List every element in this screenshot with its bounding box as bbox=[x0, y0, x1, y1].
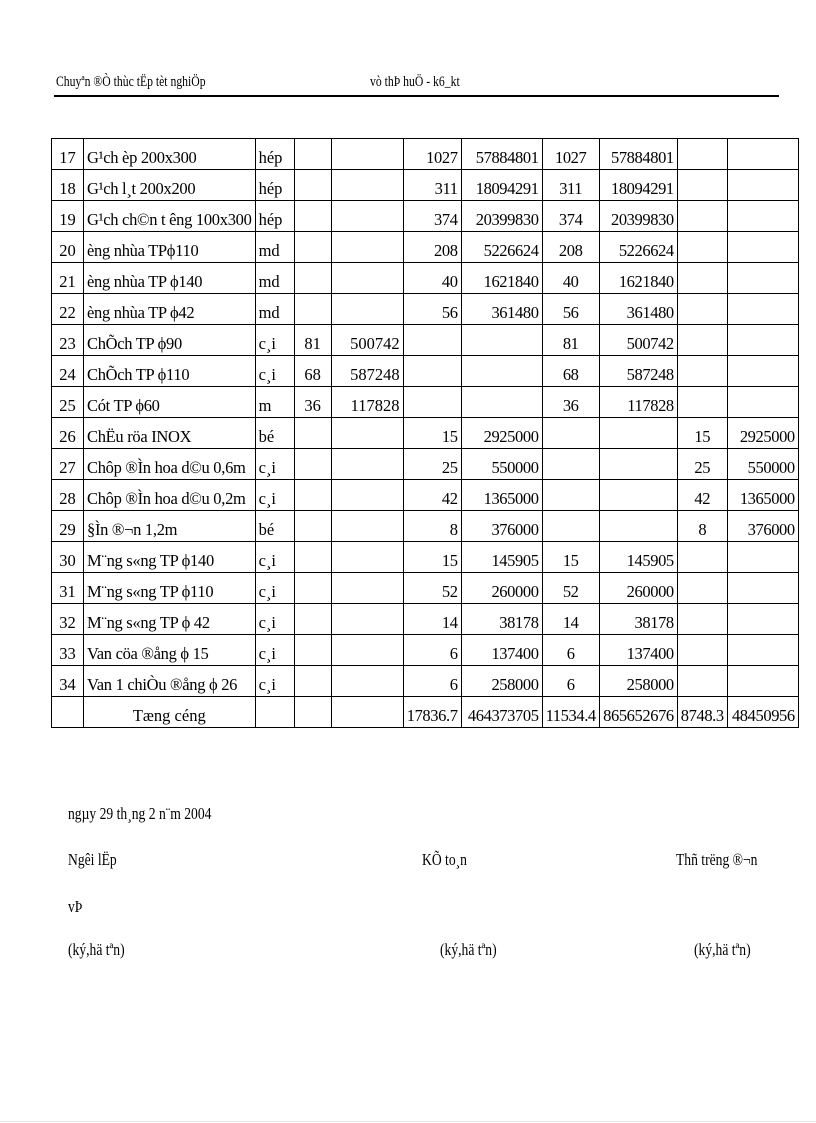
cell-amount-2: 376000 bbox=[461, 511, 542, 542]
cell-qty-2: 52 bbox=[403, 573, 461, 604]
cell-item-name: èng nhùa TPϕ110 bbox=[84, 232, 256, 263]
cell-amount-4 bbox=[727, 542, 798, 573]
cell-amount-4 bbox=[727, 604, 798, 635]
cell-amount-2 bbox=[461, 387, 542, 418]
signature-note-1: (ký,hä tªn) bbox=[68, 940, 125, 959]
cell-qty-4 bbox=[677, 201, 727, 232]
cell-qty-2: 42 bbox=[403, 480, 461, 511]
cell-qty-1 bbox=[294, 573, 331, 604]
cell-qty-3 bbox=[542, 511, 599, 542]
cell-stt: 20 bbox=[52, 232, 84, 263]
cell-amount-2 bbox=[461, 325, 542, 356]
cell-qty-4 bbox=[677, 573, 727, 604]
cell-amount-2 bbox=[461, 356, 542, 387]
cell-item-name: §Ìn ®¬n 1,2m bbox=[84, 511, 256, 542]
cell-qty-2 bbox=[403, 356, 461, 387]
cell-unit: hép bbox=[255, 201, 294, 232]
cell-amount-4: 48450956 bbox=[727, 697, 798, 728]
cell-item-name: ChËu röa INOX bbox=[84, 418, 256, 449]
cell-qty-2: 15 bbox=[403, 542, 461, 573]
cell-qty-4 bbox=[677, 635, 727, 666]
cell-unit: c¸i bbox=[255, 449, 294, 480]
cell-qty-3: 11534.4 bbox=[542, 697, 599, 728]
cell-stt: 26 bbox=[52, 418, 84, 449]
table-row bbox=[52, 635, 799, 666]
table-row bbox=[52, 511, 799, 542]
cell-qty-2: 1027 bbox=[403, 139, 461, 170]
cell-qty-4 bbox=[677, 666, 727, 697]
cell-amount-4 bbox=[727, 387, 798, 418]
cell-amount-3: 117828 bbox=[599, 387, 677, 418]
cell-qty-4: 42 bbox=[677, 480, 727, 511]
cell-unit: c¸i bbox=[255, 573, 294, 604]
cell-qty-3: 15 bbox=[542, 542, 599, 573]
cell-qty-4 bbox=[677, 604, 727, 635]
cell-amount-2: 1365000 bbox=[461, 480, 542, 511]
cell-unit: bé bbox=[255, 511, 294, 542]
cell-qty-1: 36 bbox=[294, 387, 331, 418]
cell-amount-2: 260000 bbox=[461, 573, 542, 604]
cell-amount-1 bbox=[331, 418, 403, 449]
cell-qty-1 bbox=[294, 201, 331, 232]
cell-qty-4: 15 bbox=[677, 418, 727, 449]
cell-qty-3: 52 bbox=[542, 573, 599, 604]
cell-amount-1 bbox=[331, 263, 403, 294]
cell-qty-3 bbox=[542, 418, 599, 449]
date-line: ngµy 29 th¸ng 2 n¨m 2004 bbox=[68, 804, 212, 823]
cell-stt: 17 bbox=[52, 139, 84, 170]
cell-amount-3: 500742 bbox=[599, 325, 677, 356]
cell-qty-1 bbox=[294, 294, 331, 325]
cell-qty-3: 1027 bbox=[542, 139, 599, 170]
table-row bbox=[52, 263, 799, 294]
cell-amount-1 bbox=[331, 294, 403, 325]
cell-qty-4 bbox=[677, 325, 727, 356]
cell-amount-2: 38178 bbox=[461, 604, 542, 635]
signature-note-2: (ký,hä tªn) bbox=[440, 940, 497, 959]
cell-qty-2: 14 bbox=[403, 604, 461, 635]
cell-amount-3: 260000 bbox=[599, 573, 677, 604]
cell-unit: hép bbox=[255, 170, 294, 201]
table-row bbox=[52, 325, 799, 356]
cell-qty-1 bbox=[294, 418, 331, 449]
cell-unit: c¸i bbox=[255, 666, 294, 697]
cell-qty-2 bbox=[403, 387, 461, 418]
cell-amount-1 bbox=[331, 697, 403, 728]
cell-qty-3: 56 bbox=[542, 294, 599, 325]
cell-amount-1 bbox=[331, 511, 403, 542]
cell-item-name: M¨ng s«ng TP ϕ 42 bbox=[84, 604, 256, 635]
cell-amount-2: 550000 bbox=[461, 449, 542, 480]
cell-qty-2: 374 bbox=[403, 201, 461, 232]
cell-amount-3: 20399830 bbox=[599, 201, 677, 232]
cell-amount-3 bbox=[599, 480, 677, 511]
cell-amount-4 bbox=[727, 666, 798, 697]
cell-qty-1 bbox=[294, 604, 331, 635]
cell-item-name: ChÕch TP ϕ90 bbox=[84, 325, 256, 356]
cell-amount-4: 376000 bbox=[727, 511, 798, 542]
cell-stt: 34 bbox=[52, 666, 84, 697]
cell-qty-1 bbox=[294, 139, 331, 170]
cell-item-name: èng nhùa TP ϕ140 bbox=[84, 263, 256, 294]
cell-qty-1 bbox=[294, 511, 331, 542]
cell-amount-3: 865652676 bbox=[599, 697, 677, 728]
table-row bbox=[52, 356, 799, 387]
cell-item-name: G¹ch èp 200x300 bbox=[84, 139, 256, 170]
signature-note-3: (ký,hä tªn) bbox=[694, 940, 751, 959]
cell-qty-1 bbox=[294, 666, 331, 697]
table-row bbox=[52, 573, 799, 604]
cell-stt: 31 bbox=[52, 573, 84, 604]
cell-unit: c¸i bbox=[255, 325, 294, 356]
cell-amount-1 bbox=[331, 480, 403, 511]
cell-amount-4: 2925000 bbox=[727, 418, 798, 449]
cell-qty-4 bbox=[677, 356, 727, 387]
table-row bbox=[52, 201, 799, 232]
cell-amount-4 bbox=[727, 573, 798, 604]
cell-stt: 22 bbox=[52, 294, 84, 325]
table-row bbox=[52, 387, 799, 418]
header-rule bbox=[54, 95, 779, 97]
cell-stt: 21 bbox=[52, 263, 84, 294]
cell-amount-2: 137400 bbox=[461, 635, 542, 666]
cell-qty-1 bbox=[294, 232, 331, 263]
table-row bbox=[52, 418, 799, 449]
cell-amount-1 bbox=[331, 201, 403, 232]
table-row bbox=[52, 294, 799, 325]
table-row bbox=[52, 480, 799, 511]
table-row bbox=[52, 666, 799, 697]
cell-qty-4 bbox=[677, 170, 727, 201]
cell-qty-2: 15 bbox=[403, 418, 461, 449]
cell-amount-3: 5226624 bbox=[599, 232, 677, 263]
cell-amount-3: 1621840 bbox=[599, 263, 677, 294]
cell-qty-3: 6 bbox=[542, 635, 599, 666]
cell-stt: 23 bbox=[52, 325, 84, 356]
cell-stt: 29 bbox=[52, 511, 84, 542]
cell-qty-2: 6 bbox=[403, 666, 461, 697]
cell-unit: m bbox=[255, 387, 294, 418]
cell-stt bbox=[52, 697, 84, 728]
cell-qty-2: 208 bbox=[403, 232, 461, 263]
cell-amount-2: 1621840 bbox=[461, 263, 542, 294]
cell-qty-1: 81 bbox=[294, 325, 331, 356]
cell-qty-3: 14 bbox=[542, 604, 599, 635]
cell-amount-2: 145905 bbox=[461, 542, 542, 573]
cell-unit: c¸i bbox=[255, 480, 294, 511]
cell-item-name: èng nhùa TP ϕ42 bbox=[84, 294, 256, 325]
cell-amount-4 bbox=[727, 201, 798, 232]
cell-qty-2 bbox=[403, 325, 461, 356]
cell-amount-2: 2925000 bbox=[461, 418, 542, 449]
cell-qty-3: 6 bbox=[542, 666, 599, 697]
cell-item-name: Chôp ®Ìn hoa d©u 0,2m bbox=[84, 480, 256, 511]
table-row bbox=[52, 170, 799, 201]
cell-item-name: Van 1 chiÒu ®ång ϕ 26 bbox=[84, 666, 256, 697]
cell-amount-3 bbox=[599, 449, 677, 480]
cell-amount-4 bbox=[727, 139, 798, 170]
cell-qty-2: 8 bbox=[403, 511, 461, 542]
cell-unit: c¸i bbox=[255, 635, 294, 666]
cell-amount-1 bbox=[331, 170, 403, 201]
cell-amount-4 bbox=[727, 635, 798, 666]
cell-unit: bé bbox=[255, 418, 294, 449]
table-row bbox=[52, 232, 799, 263]
cell-stt: 25 bbox=[52, 387, 84, 418]
cell-qty-1 bbox=[294, 697, 331, 728]
cell-qty-1 bbox=[294, 263, 331, 294]
cell-amount-4 bbox=[727, 325, 798, 356]
cell-stt: 28 bbox=[52, 480, 84, 511]
cell-unit: md bbox=[255, 263, 294, 294]
cell-amount-3: 57884801 bbox=[599, 139, 677, 170]
cell-amount-1: 117828 bbox=[331, 387, 403, 418]
cell-stt: 18 bbox=[52, 170, 84, 201]
cell-stt: 32 bbox=[52, 604, 84, 635]
cell-stt: 27 bbox=[52, 449, 84, 480]
cell-unit: c¸i bbox=[255, 604, 294, 635]
cell-stt: 24 bbox=[52, 356, 84, 387]
cell-qty-3 bbox=[542, 480, 599, 511]
cell-amount-1: 500742 bbox=[331, 325, 403, 356]
cell-qty-4: 8748.3 bbox=[677, 697, 727, 728]
cell-qty-3: 374 bbox=[542, 201, 599, 232]
cell-qty-3: 81 bbox=[542, 325, 599, 356]
table-row bbox=[52, 604, 799, 635]
cell-amount-3: 38178 bbox=[599, 604, 677, 635]
cell-qty-1 bbox=[294, 170, 331, 201]
cell-amount-2: 258000 bbox=[461, 666, 542, 697]
cell-qty-1 bbox=[294, 635, 331, 666]
cell-amount-2: 5226624 bbox=[461, 232, 542, 263]
cell-qty-4 bbox=[677, 542, 727, 573]
cell-item-name: ChÕch TP ϕ110 bbox=[84, 356, 256, 387]
head-label: Thñ trëng ®¬n bbox=[676, 850, 758, 869]
page-bottom-edge bbox=[0, 1121, 816, 1122]
cell-amount-2: 18094291 bbox=[461, 170, 542, 201]
cell-stt: 33 bbox=[52, 635, 84, 666]
cell-item-name: Van cöa ®ång ϕ 15 bbox=[84, 635, 256, 666]
cell-amount-3: 145905 bbox=[599, 542, 677, 573]
head-label-cont: vÞ bbox=[68, 897, 83, 916]
cell-unit bbox=[255, 697, 294, 728]
cell-item-name: M¨ng s«ng TP ϕ140 bbox=[84, 542, 256, 573]
cell-amount-2: 57884801 bbox=[461, 139, 542, 170]
cell-qty-1 bbox=[294, 449, 331, 480]
cell-qty-3: 68 bbox=[542, 356, 599, 387]
cell-qty-4: 8 bbox=[677, 511, 727, 542]
cell-unit: md bbox=[255, 232, 294, 263]
cell-amount-2: 20399830 bbox=[461, 201, 542, 232]
cell-item-name: Cót TP ϕ60 bbox=[84, 387, 256, 418]
cell-amount-3: 18094291 bbox=[599, 170, 677, 201]
cell-qty-2: 25 bbox=[403, 449, 461, 480]
cell-qty-3: 208 bbox=[542, 232, 599, 263]
cell-qty-4 bbox=[677, 139, 727, 170]
header-title: Chuyªn ®Ò thùc tËp tèt nghiÖp bbox=[56, 74, 206, 90]
cell-amount-2: 361480 bbox=[461, 294, 542, 325]
cell-qty-4 bbox=[677, 294, 727, 325]
cell-qty-4 bbox=[677, 263, 727, 294]
cell-qty-2: 17836.7 bbox=[403, 697, 461, 728]
cell-unit: md bbox=[255, 294, 294, 325]
cell-amount-3: 258000 bbox=[599, 666, 677, 697]
header-author: vò thÞ huÖ - k6_kt bbox=[370, 74, 460, 90]
table-row bbox=[52, 542, 799, 573]
cell-stt: 19 bbox=[52, 201, 84, 232]
cell-qty-2: 56 bbox=[403, 294, 461, 325]
total-row bbox=[52, 697, 799, 728]
cell-qty-2: 40 bbox=[403, 263, 461, 294]
cell-amount-3: 361480 bbox=[599, 294, 677, 325]
cell-item-name: Tæng céng bbox=[84, 697, 256, 728]
cell-qty-3: 36 bbox=[542, 387, 599, 418]
cell-amount-1 bbox=[331, 449, 403, 480]
cell-unit: c¸i bbox=[255, 542, 294, 573]
cell-unit: hép bbox=[255, 139, 294, 170]
cell-amount-4 bbox=[727, 170, 798, 201]
cell-item-name: G¹ch l¸t 200x200 bbox=[84, 170, 256, 201]
cell-qty-1 bbox=[294, 480, 331, 511]
cell-amount-1 bbox=[331, 573, 403, 604]
cell-item-name: G¹ch ch©n t êng 100x300 bbox=[84, 201, 256, 232]
table-body bbox=[52, 139, 799, 728]
cell-amount-1 bbox=[331, 232, 403, 263]
cell-qty-4 bbox=[677, 232, 727, 263]
cell-amount-2: 464373705 bbox=[461, 697, 542, 728]
cell-amount-4 bbox=[727, 232, 798, 263]
cell-qty-4 bbox=[677, 387, 727, 418]
cell-amount-1 bbox=[331, 139, 403, 170]
cell-qty-3 bbox=[542, 449, 599, 480]
cell-qty-1 bbox=[294, 542, 331, 573]
cell-qty-2: 6 bbox=[403, 635, 461, 666]
cell-amount-4: 550000 bbox=[727, 449, 798, 480]
cell-unit: c¸i bbox=[255, 356, 294, 387]
cell-amount-1 bbox=[331, 635, 403, 666]
cell-amount-4 bbox=[727, 294, 798, 325]
cell-qty-2: 311 bbox=[403, 170, 461, 201]
prepared-by-label: Ngêi lËp bbox=[68, 850, 117, 869]
cell-amount-1 bbox=[331, 542, 403, 573]
table-row bbox=[52, 139, 799, 170]
cell-item-name: Chôp ®Ìn hoa d©u 0,6m bbox=[84, 449, 256, 480]
cell-qty-3: 40 bbox=[542, 263, 599, 294]
cell-qty-4: 25 bbox=[677, 449, 727, 480]
materials-table bbox=[51, 138, 799, 728]
cell-amount-4 bbox=[727, 356, 798, 387]
cell-qty-3: 311 bbox=[542, 170, 599, 201]
accountant-label: KÕ to¸n bbox=[422, 850, 467, 869]
cell-amount-4 bbox=[727, 263, 798, 294]
cell-amount-3 bbox=[599, 511, 677, 542]
cell-amount-3 bbox=[599, 418, 677, 449]
cell-amount-1: 587248 bbox=[331, 356, 403, 387]
cell-item-name: M¨ng s«ng TP ϕ110 bbox=[84, 573, 256, 604]
table-row bbox=[52, 449, 799, 480]
cell-qty-1: 68 bbox=[294, 356, 331, 387]
cell-amount-3: 137400 bbox=[599, 635, 677, 666]
cell-amount-4: 1365000 bbox=[727, 480, 798, 511]
cell-amount-1 bbox=[331, 604, 403, 635]
cell-amount-3: 587248 bbox=[599, 356, 677, 387]
cell-amount-1 bbox=[331, 666, 403, 697]
cell-stt: 30 bbox=[52, 542, 84, 573]
